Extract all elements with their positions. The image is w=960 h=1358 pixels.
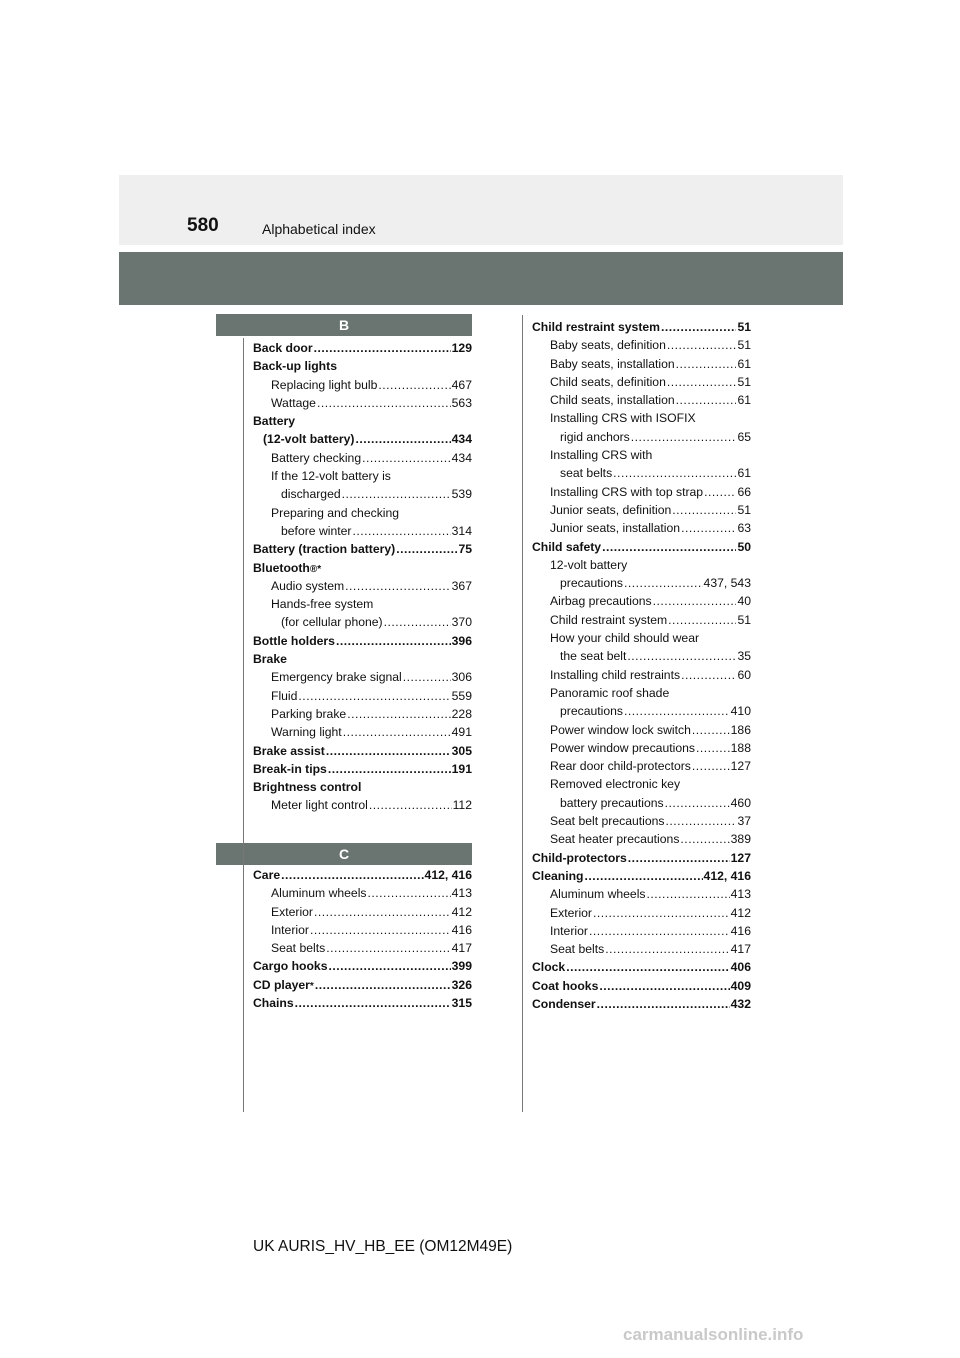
index-entry [532, 739, 751, 757]
index-term: CD player [253, 977, 310, 992]
index-entry [253, 522, 472, 540]
index-term: Aluminum wheels [550, 887, 646, 902]
index-term: How your child should wear [550, 631, 700, 646]
index-entry [532, 775, 751, 793]
dot-leader [403, 668, 451, 686]
index-entry [532, 904, 751, 922]
page-reference: 306 [451, 670, 472, 685]
index-entry [253, 504, 472, 522]
index-term: Installing child restraints [550, 667, 681, 682]
index-entry [253, 376, 472, 394]
index-term: Installing CRS with [550, 448, 653, 463]
index-entry [253, 994, 472, 1012]
dot-leader [667, 373, 737, 391]
index-term: Back-up lights [253, 359, 337, 374]
index-term: Clock [532, 960, 566, 975]
index-term: Chains [253, 996, 294, 1011]
index-term: Care [253, 868, 281, 882]
dot-leader [692, 757, 730, 775]
index-entry [253, 650, 472, 668]
page-reference: 112 [452, 798, 472, 813]
dot-leader [336, 632, 451, 650]
dot-leader [355, 430, 450, 448]
page-reference: 460 [730, 795, 751, 810]
page-reference: 191 [451, 761, 472, 776]
index-entry [532, 428, 751, 446]
index-entry [532, 592, 751, 610]
index-term: Break-in tips [253, 761, 327, 776]
letter-heading-b: B [216, 314, 472, 336]
dot-leader [314, 903, 451, 921]
page-reference: 51 [737, 612, 751, 627]
page-reference: 127 [730, 759, 751, 774]
page-reference: 50 [737, 539, 751, 554]
index-entry [532, 812, 751, 830]
dot-leader [672, 501, 736, 519]
dot-leader [692, 721, 730, 739]
index-term: Interior [550, 923, 588, 938]
column-divider-left [243, 338, 244, 1112]
index-entry [253, 357, 472, 375]
index-term: Aluminum wheels [271, 886, 367, 901]
index-entry [532, 849, 751, 867]
index-term: Installing CRS with ISOFIX [550, 411, 696, 426]
index-term: Rear door child-protectors [550, 759, 691, 774]
page-reference: 412, 416 [424, 868, 472, 882]
dot-leader [298, 687, 450, 705]
index-entry [253, 632, 472, 650]
page-reference: 51 [737, 320, 751, 334]
index-entry [532, 666, 751, 684]
index-term: Cargo hooks [253, 959, 328, 974]
index-term: Exterior [271, 904, 313, 919]
index-entry [532, 629, 751, 647]
index-entry [253, 430, 472, 448]
index-entry [253, 595, 472, 613]
index-term: Brake assist [253, 743, 325, 758]
index-entry [253, 939, 472, 957]
index-term: Removed electronic key [550, 777, 681, 792]
page-reference: 61 [737, 466, 751, 481]
index-column-c-right [532, 318, 751, 1013]
page-reference: 417 [730, 942, 751, 957]
index-entry [532, 464, 751, 482]
index-entry [253, 613, 472, 631]
index-entry [253, 760, 472, 778]
page-reference: 437, 543 [703, 576, 751, 591]
dot-leader [345, 577, 451, 595]
index-term: Panoramic roof shade [550, 685, 670, 700]
page-reference: 40 [737, 594, 751, 609]
dot-leader [314, 339, 451, 357]
page-reference: 63 [737, 521, 751, 536]
dot-leader [597, 995, 730, 1013]
page-reference: 35 [737, 649, 751, 664]
page-reference: 389 [730, 832, 751, 847]
index-term: Fluid [271, 688, 298, 703]
index-term: Child restraint system [550, 612, 668, 627]
page-reference: 370 [451, 615, 472, 630]
index-term: Preparing and checking [271, 505, 400, 520]
index-entry [532, 794, 751, 812]
index-term: Seat belts [271, 941, 326, 956]
index-entry [532, 318, 751, 336]
index-term: Baby seats, installation [550, 356, 675, 371]
index-entry [253, 866, 472, 884]
index-entry [532, 538, 751, 556]
page-reference: 559 [451, 688, 472, 703]
index-entry [532, 922, 751, 940]
index-entry [532, 574, 751, 592]
index-entry [253, 723, 472, 741]
dot-leader [624, 574, 703, 592]
index-entry [253, 778, 472, 796]
dot-leader [624, 702, 730, 720]
index-term: Seat belts [550, 942, 605, 957]
page-reference: 305 [451, 743, 472, 758]
page-reference: 434 [451, 432, 472, 447]
index-entry [253, 742, 472, 760]
index-term: Child seats, installation [550, 393, 675, 408]
dot-leader [627, 647, 736, 665]
dot-leader [613, 464, 736, 482]
dot-leader [347, 705, 450, 723]
index-entry [532, 977, 751, 995]
index-entry [253, 884, 472, 902]
page-reference: 75 [458, 542, 472, 557]
index-entry [532, 355, 751, 373]
index-entry: CD player * ..... 326 [253, 976, 472, 994]
index-term: Wattage [271, 395, 316, 410]
index-term: Power window lock switch [550, 722, 691, 737]
index-term: rigid anchors [560, 429, 630, 444]
index-entry [532, 885, 751, 903]
dot-leader [315, 976, 451, 994]
index-term: Battery (traction battery) [253, 542, 396, 557]
index-term: Parking brake [271, 706, 347, 721]
index-term: battery precautions [560, 795, 664, 810]
dot-leader [628, 849, 730, 867]
index-term: Replacing light bulb [271, 377, 378, 392]
index-term: Interior [271, 922, 309, 937]
index-term: Bluetooth [253, 560, 310, 575]
page-reference: 406 [730, 960, 751, 975]
dot-leader [368, 884, 451, 902]
page-reference: 396 [451, 633, 472, 648]
page-reference: 413 [451, 886, 472, 901]
dot-leader [396, 540, 457, 558]
index-entry [253, 394, 472, 412]
index-term: Emergency brake signal [271, 670, 402, 685]
dot-leader [584, 867, 702, 885]
page-reference: 61 [737, 356, 751, 371]
dot-leader [326, 939, 450, 957]
index-term: Exterior [550, 905, 592, 920]
index-term: Audio system [271, 578, 345, 593]
dot-leader [653, 592, 737, 610]
index-entry [532, 483, 751, 501]
index-entry [532, 501, 751, 519]
page-reference: 417 [451, 941, 472, 956]
dot-leader [681, 666, 736, 684]
index-term: Seat belt precautions [550, 814, 665, 829]
dot-leader [566, 958, 729, 976]
index-entry [532, 702, 751, 720]
dot-leader [369, 796, 452, 814]
index-term: Battery checking [271, 450, 362, 465]
dot-leader [602, 538, 736, 556]
page-reference: 410 [730, 704, 751, 719]
page-reference: 65 [737, 429, 751, 444]
page-reference: 51 [737, 374, 751, 389]
page-reference: 60 [737, 667, 751, 682]
index-term: Child restraint system [532, 320, 661, 334]
page-reference: 412 [730, 905, 751, 920]
dot-leader [317, 394, 451, 412]
section-title: Alphabetical index [262, 221, 376, 237]
index-entry [532, 391, 751, 409]
index-term: Warning light [271, 725, 342, 740]
dot-leader [704, 483, 736, 501]
index-entry [532, 830, 751, 848]
index-term: Child seats, definition [550, 374, 666, 389]
page-reference: 129 [451, 341, 472, 355]
dot-leader [593, 904, 730, 922]
page-reference: 66 [737, 484, 751, 499]
watermark: carmanualsonline.info [623, 1325, 804, 1344]
footer-model-code: UK AURIS_HV_HB_EE (OM12M49E) [253, 1238, 513, 1255]
index-term: precautions [560, 704, 624, 719]
index-entry [253, 796, 472, 814]
dot-leader [681, 519, 736, 537]
dot-leader [326, 742, 451, 760]
index-entry [532, 336, 751, 354]
dot-leader [295, 994, 451, 1012]
index-term: Condenser [532, 996, 596, 1011]
dot-leader [328, 760, 451, 778]
column-divider-right [522, 315, 523, 1112]
dot-leader [599, 977, 729, 995]
index-term: Child-protectors [532, 850, 627, 865]
page-reference: 127 [730, 850, 751, 865]
index-entry [532, 958, 751, 976]
index-entry [532, 684, 751, 702]
page-reference: 416 [730, 923, 751, 938]
index-term: seat belts [560, 466, 613, 481]
dot-leader [665, 794, 730, 812]
dot-leader [329, 957, 451, 975]
index-entry [532, 373, 751, 391]
index-entry [532, 757, 751, 775]
index-term: Junior seats, definition [550, 502, 672, 517]
dot-leader [310, 921, 451, 939]
index-entry [532, 940, 751, 958]
page-reference: 399 [451, 959, 472, 974]
index-term: Child safety [532, 539, 602, 554]
index-term: Power window precautions [550, 740, 695, 755]
page-reference: 315 [451, 996, 472, 1011]
index-term: Junior seats, installation [550, 521, 681, 536]
index-entry [253, 485, 472, 503]
dot-leader [362, 449, 451, 467]
index-entry [532, 519, 751, 537]
index-entry [253, 705, 472, 723]
dot-leader [676, 391, 737, 409]
index-entry [532, 409, 751, 427]
page-reference: 416 [451, 922, 472, 937]
index-entry [253, 668, 472, 686]
dot-leader [696, 739, 730, 757]
index-term: Coat hooks [532, 978, 599, 993]
page-reference: 51 [737, 338, 751, 353]
index-entry [253, 687, 472, 705]
page-reference: 37 [737, 814, 751, 829]
dot-leader [668, 611, 736, 629]
dot-leader [666, 812, 737, 830]
index-column-c-left [253, 866, 472, 1012]
index-entry [532, 721, 751, 739]
index-term: precautions [560, 576, 624, 591]
index-term: Battery [253, 414, 295, 429]
index-term: 12-volt battery [550, 557, 628, 572]
page-reference: 314 [451, 523, 472, 538]
index-entry [253, 577, 472, 595]
page-reference: 326 [451, 977, 472, 992]
dot-leader [281, 866, 423, 884]
section-band [119, 252, 843, 305]
dot-leader [680, 830, 729, 848]
page-reference: 467 [451, 377, 472, 392]
dot-leader [342, 485, 451, 503]
page-reference: 412 [451, 904, 472, 919]
page-reference: 228 [451, 706, 472, 721]
index-entry [253, 412, 472, 430]
index-term: Seat heater precautions [550, 832, 680, 847]
index-entry [253, 903, 472, 921]
page-reference: 434 [451, 450, 472, 465]
header-band [119, 175, 843, 245]
index-entry [253, 921, 472, 939]
index-term: the seat belt [560, 649, 627, 664]
index-entry [532, 647, 751, 665]
index-term: If the 12-volt battery is [271, 469, 391, 484]
index-term: discharged [281, 487, 341, 502]
page-reference: 432 [730, 996, 751, 1011]
index-term: Back door [253, 341, 313, 355]
index-column-b [253, 339, 472, 815]
dot-leader [661, 318, 736, 336]
index-entry [253, 540, 472, 558]
index-term: Brightness control [253, 780, 362, 795]
index-term: Brake [253, 652, 287, 667]
index-entry [253, 957, 472, 975]
page-reference: 367 [451, 578, 472, 593]
index-term: Installing CRS with top strap [550, 484, 704, 499]
index-entry [253, 449, 472, 467]
index-entry: Bluetooth ®* [253, 559, 472, 577]
index-term: Cleaning [532, 868, 584, 883]
dot-leader [384, 613, 451, 631]
page-reference: 412, 416 [703, 868, 751, 883]
page-reference: 491 [451, 725, 472, 740]
dot-leader [378, 376, 450, 394]
page-reference: 563 [451, 395, 472, 410]
page-reference: 186 [730, 722, 751, 737]
page-reference: 413 [730, 887, 751, 902]
index-entry [532, 556, 751, 574]
page-reference: 188 [730, 740, 751, 755]
dot-leader [605, 940, 729, 958]
index-term: Baby seats, definition [550, 338, 666, 353]
page-reference: 409 [730, 978, 751, 993]
index-term: Airbag precautions [550, 594, 652, 609]
index-term: before winter [281, 523, 352, 538]
index-term: (for cellular phone) [281, 615, 383, 630]
dot-leader [589, 922, 730, 940]
letter-heading-c: C [216, 843, 472, 865]
page-reference: 61 [737, 393, 751, 408]
dot-leader [352, 522, 450, 540]
dot-leader [667, 336, 737, 354]
dot-leader [676, 355, 737, 373]
index-entry [253, 339, 472, 357]
index-entry [532, 995, 751, 1013]
page-reference: 539 [451, 487, 472, 502]
index-entry [532, 611, 751, 629]
index-term: (12-volt battery) [263, 432, 355, 447]
index-entry [532, 867, 751, 885]
dot-leader [343, 723, 451, 741]
page-number: 580 [187, 215, 219, 236]
index-term: Hands-free system [271, 597, 374, 612]
index-entry [532, 446, 751, 464]
dot-leader [647, 885, 730, 903]
index-entry [253, 467, 472, 485]
page-reference: 51 [737, 502, 751, 517]
index-term: Meter light control [271, 798, 368, 813]
index-term: Bottle holders [253, 633, 335, 648]
dot-leader [631, 428, 737, 446]
